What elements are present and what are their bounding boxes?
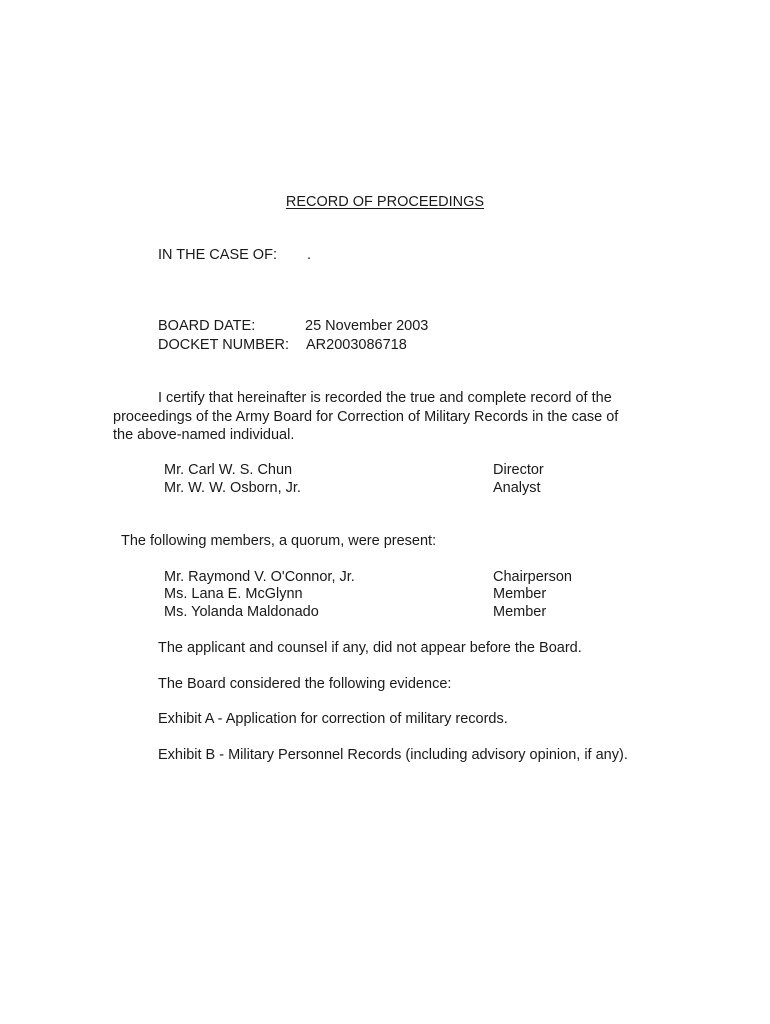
board-date-value: 25 November 2003 (305, 318, 429, 334)
case-label: IN THE CASE OF: (158, 247, 277, 263)
certification-paragraph (113, 389, 653, 445)
certification-line: the above-named individual. (113, 427, 295, 443)
page-title: RECORD OF PROCEEDINGS (285, 194, 485, 210)
exhibit-a: Exhibit A - Application for correction of military records. (158, 711, 508, 727)
docket-number-value: AR2003086718 (306, 337, 407, 353)
case-value: . (307, 247, 312, 263)
staff-role: Director (493, 462, 544, 478)
docket-number-label: DOCKET NUMBER: (158, 337, 290, 353)
certification-line: I certify that hereinafter is recorded the true and complete record of the (158, 390, 612, 406)
quorum-intro: The following members, a quorum, were present: (121, 533, 437, 549)
staff-name: Mr. Carl W. S. Chun (164, 462, 293, 478)
staff-role: Analyst (493, 480, 541, 496)
appearance-statement: The applicant and counsel if any, did not appear before the Board. (158, 640, 582, 656)
member-name: Ms. Lana E. McGlynn (164, 586, 303, 602)
member-name: Ms. Yolanda Maldonado (164, 604, 319, 620)
exhibit-b: Exhibit B - Military Personnel Records (including advisory opinion, if any). (158, 747, 628, 763)
member-role: Member (493, 586, 547, 602)
evidence-intro: The Board considered the following evidence: (158, 676, 452, 692)
board-date-label: BOARD DATE: (158, 318, 256, 334)
member-role: Chairperson (493, 569, 572, 585)
certification-line: proceedings of the Army Board for Correction of Military Records in the case of (113, 408, 619, 425)
staff-name: Mr. W. W. Osborn, Jr. (164, 480, 301, 496)
member-name: Mr. Raymond V. O'Connor, Jr. (164, 569, 355, 585)
member-role: Member (493, 604, 547, 620)
